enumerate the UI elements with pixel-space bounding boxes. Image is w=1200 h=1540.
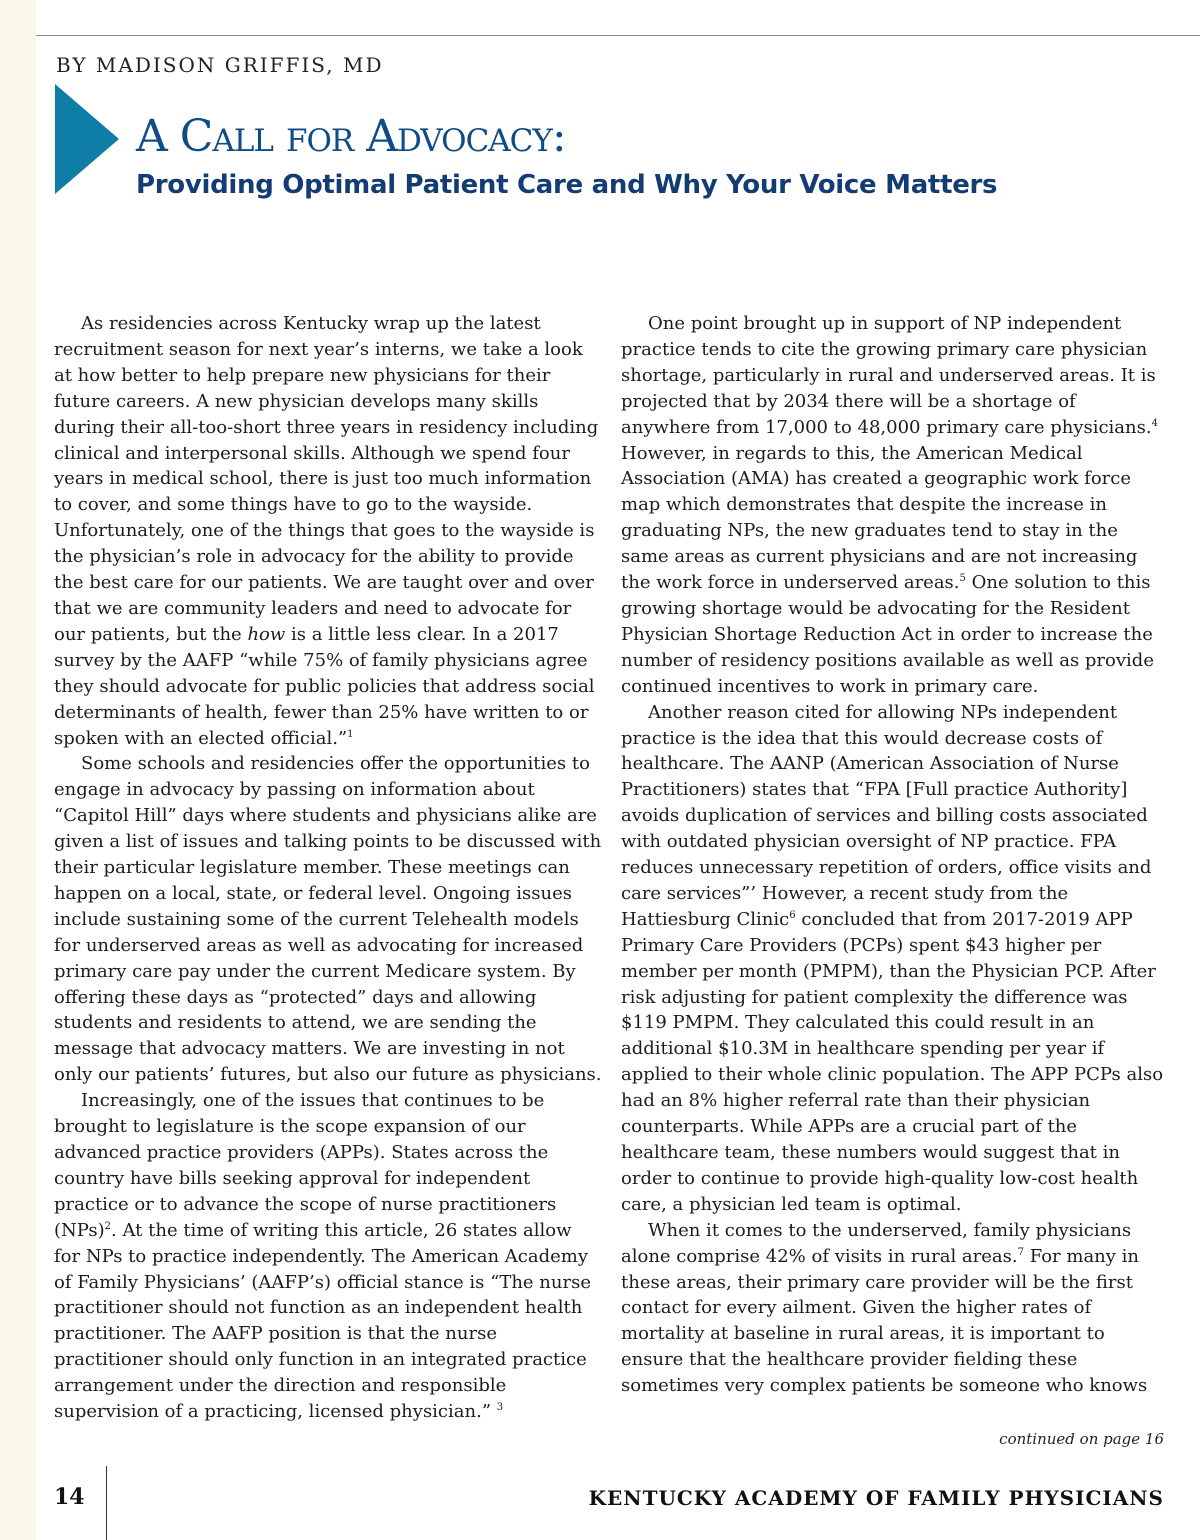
arrow-icon <box>55 84 119 194</box>
paragraph <box>54 1088 602 1425</box>
text-run: concluded that from 2017-2019 APP Primary Care Providers (PCPs) spent $43 higher per member per month (PMPM), than the Physician PCP. After risk adjusting for patient complexity the difference was $119 PMPM. They calculated this could result in an additional $10.3M in healthcare spending per year if applied to their whole clinic population. The APP PCPs also had an 8% higher referral rate than their physician counterparts. While APPs are a crucial part of the healthcare team, these numbers would suggest that in order to continue to provide high-quality low-cost health care, a physician led team is optimal. <box>621 908 1164 1215</box>
footer-publication-title: KENTUCKY ACADEMY OF FAMILY PHYSICIANS <box>588 1486 1164 1510</box>
paragraph <box>621 700 1169 1218</box>
text-run: However, in regards to this, the American Medical Association (AMA) has created a geographic work force map which demonstrates that despite the increase in graduating NPs, the new graduates tend to stay in the same areas as current physicians and are not increasing the work force in underserved areas. <box>621 442 1138 594</box>
text-run: As residencies across Kentucky wrap up the latest recruitment season for next year’s interns, we take a look at how better to help prepare new physicians for their future careers. A new physician develops many skills during their all-too-short three years in residency including clinical and interpersonal skills. Although we spend four years in medical school, there is just too much information to cover, and some things have to go to the wayside. Unfortunately, one of the things that goes to the wayside is the physician’s role in advocacy for the ability to provide the best care for our patients. We are taught over and over that we are community leaders and need to advocate for our patients, but the <box>54 313 599 645</box>
top-rule <box>36 35 1200 36</box>
paragraph <box>54 311 602 751</box>
text-run: Another reason cited for allowing NPs independent practice is the idea that this would decrease costs of healthcare. The AANP (American Association of Nurse Practitioners) states that “FPA [Full practice Authority] avoids duplication of services and billing costs associated with outdated physician oversight of NP practice. FPA reduces unnecessary repetition of orders, office visits and care services”’ However, a recent study from the Hattiesburg Clinic <box>621 701 1152 930</box>
footnote-ref: 1 <box>347 728 354 740</box>
paragraph <box>621 311 1169 700</box>
footnote-ref: 4 <box>1151 417 1158 429</box>
italic-text: how <box>247 623 286 645</box>
page-number: 14 <box>54 1484 85 1510</box>
footnote-ref: 2 <box>104 1220 112 1232</box>
byline: BY MADISON GRIFFIS, MD <box>56 53 384 77</box>
text-run: . At the time of writing this article, 26 states allow for NPs to practice independently. The American Academy of Family Physicians’ (AAFP’s) official stance is “The nurse practitioner should not function as an independent health practitioner. The AAFP position is that the nurse practitioner should only function in an integrated practice arrangement under the direction and responsible supervision of a practicing, licensed physician.” <box>54 1219 591 1423</box>
continued-note: continued on page 16 <box>999 1430 1164 1448</box>
text-run: Increasingly, one of the issues that continues to be brought to legislature is the scope expansion of our advanced practice providers (APPs). States across the country have bills seeking approval for independent practice or to advance the scope of nurse practitioners (NPs) <box>54 1090 557 1241</box>
footnote-ref: 7 <box>1017 1246 1024 1258</box>
article-title: A Call for Advocacy: <box>136 111 566 162</box>
footnote-ref: 5 <box>959 573 966 585</box>
paragraph <box>621 1218 1169 1399</box>
margin-strip <box>0 0 36 1540</box>
text-run: When it comes to the underserved, family physicians alone comprise 42% of visits in rural areas. <box>621 1219 1132 1267</box>
text-run: One solution to this growing shortage would be advocating for the Resident Physician Shortage Reduction Act in order to increase the number of residency positions available as well as provide continued incentives to work in primary care. <box>621 572 1154 697</box>
paragraph <box>54 751 602 1088</box>
footnote-ref: 6 <box>789 909 796 921</box>
footnote-ref: 3 <box>496 1402 504 1414</box>
text-run: Some schools and residencies offer the opportunities to engage in advocacy by passing on information about “Capitol Hill” days where students and physicians alike are given a list of issues and talking points to be discussed with their particular legislature member. These meetings can happen on a local, state, or federal level. Ongoing issues include sustaining some of the current Telehealth models for underserved areas as well as advocating for increased primary care pay under the current Medicare system. By offering these days as “protected” days and allowing students and residents to attend, we are sending the message that advocacy matters. We are investing in not only our patients’ futures, but also our future as physicians. <box>54 753 602 1086</box>
text-run: One point brought up in support of NP independent practice tends to cite the growing primary care physician shortage, particularly in rural and underserved areas. It is projected that by 2034 there will be a shortage of anywhere from 17,000 to 48,000 primary care physicians. <box>621 313 1156 438</box>
text-run: is a little less clear. In a 2017 survey by the AAFP “while 75% of family physicians agree they should advocate for public policies that address social determinants of health, fewer than 25% have written to or spoken with an elected official.” <box>54 623 595 749</box>
footer-divider <box>106 1466 107 1540</box>
article-subtitle: Providing Optimal Patient Care and Why Your Voice Matters <box>136 170 998 200</box>
text-run: For many in these areas, their primary care provider will be the first contact for every ailment. Given the higher rates of mortality at baseline in rural areas, it is important to ensure that the healthcare provider fielding these sometimes very complex patients be someone who knows <box>621 1245 1148 1397</box>
right-column <box>621 311 1169 1399</box>
left-column <box>54 311 602 1425</box>
